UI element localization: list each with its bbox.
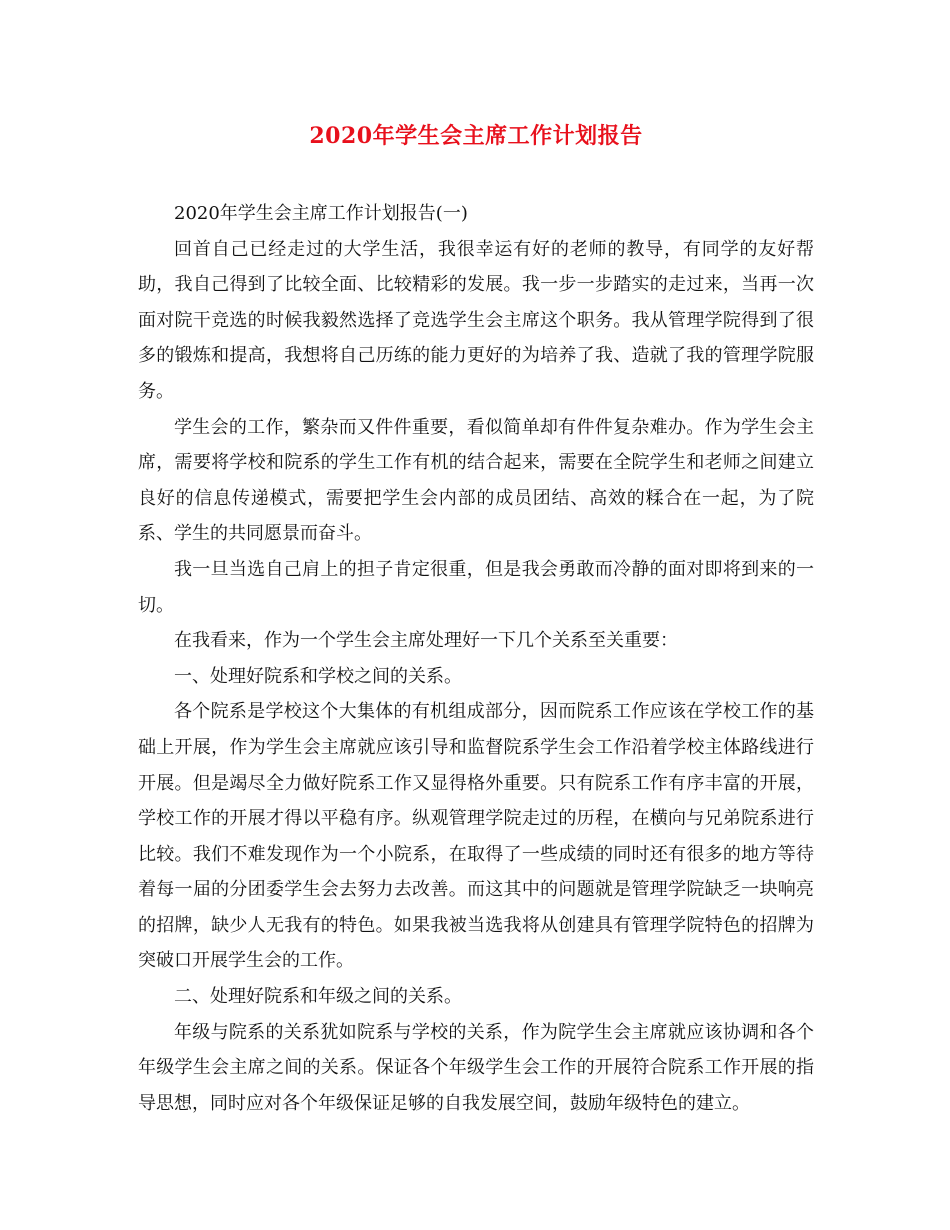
body-paragraph: 各个院系是学校这个大集体的有机组成部分，因而院系工作应该在学校工作的基础上开展，作为学生会主席就应该引导和监督院系学生会工作沿着学校主体路线进行开展。但是竭尽全力做好院系工作又显得格外重要。只有院系工作有序丰富的开展，学校工作的开展才得以平稳有序。纵观管理学院走过的历程，在横向与兄弟院系进行比较。我们不难发现作为一个小院系，在取得了一些成绩的同时还有很多的地方等待着每一届的分团委学生会去努力去改善。而这其中的问题就是管理学院缺乏一块响亮的招牌，缺少人无我有的特色。如果我被当选我将从创建具有管理学院特色的招牌为突破口开展学生会的工作。: [138, 701, 814, 972]
document-page: [138, 118, 814, 1121]
body-paragraph: 在我看来，作为一个学生会主席处理好一下几个关系至关重要：: [174, 630, 678, 652]
document-body: [138, 196, 814, 1121]
section-heading: 一、处理好院系和学校之间的关系。: [174, 665, 462, 687]
subtitle-paragraph: 2020年学生会主席工作计划报告(一): [174, 203, 468, 224]
body-paragraph: 回首自己已经走过的大学生活，我很幸运有好的老师的教导，有同学的友好帮助，我自己得到了比较全面、比较精彩的发展。我一步一步踏实的走过来，当再一次面对院干竞选的时候我毅然选择了竞选学生会主席这个职务。我从管理学院得到了很多的锻炼和提高，我想将自己历练的能力更好的为培养了我、造就了我的管理学院服务。: [138, 238, 814, 402]
body-paragraph: 学生会的工作，繁杂而又件件重要，看似简单却有件件复杂难办。作为学生会主席，需要将学校和院系的学生工作有机的结合起来，需要在全院学生和老师之间建立良好的信息传递模式，需要把学生会内部的成员团结、高效的糅合在一起，为了院系、学生的共同愿景而奋斗。: [138, 416, 814, 545]
body-paragraph: 我一旦当选自己肩上的担子肯定很重，但是我会勇敢而冷静的面对即将到来的一切。: [138, 558, 814, 616]
section-heading: 二、处理好院系和年级之间的关系。: [174, 986, 462, 1008]
body-paragraph: 年级与院系的关系犹如院系与学校的关系，作为院学生会主席就应该协调和各个年级学生会主席之间的关系。保证各个年级学生会工作的开展符合院系工作开展的指导思想，同时应对各个年级保证足够的自我发展空间，鼓励年级特色的建立。: [138, 1021, 814, 1114]
document-title: 2020年学生会主席工作计划报告: [309, 123, 643, 149]
